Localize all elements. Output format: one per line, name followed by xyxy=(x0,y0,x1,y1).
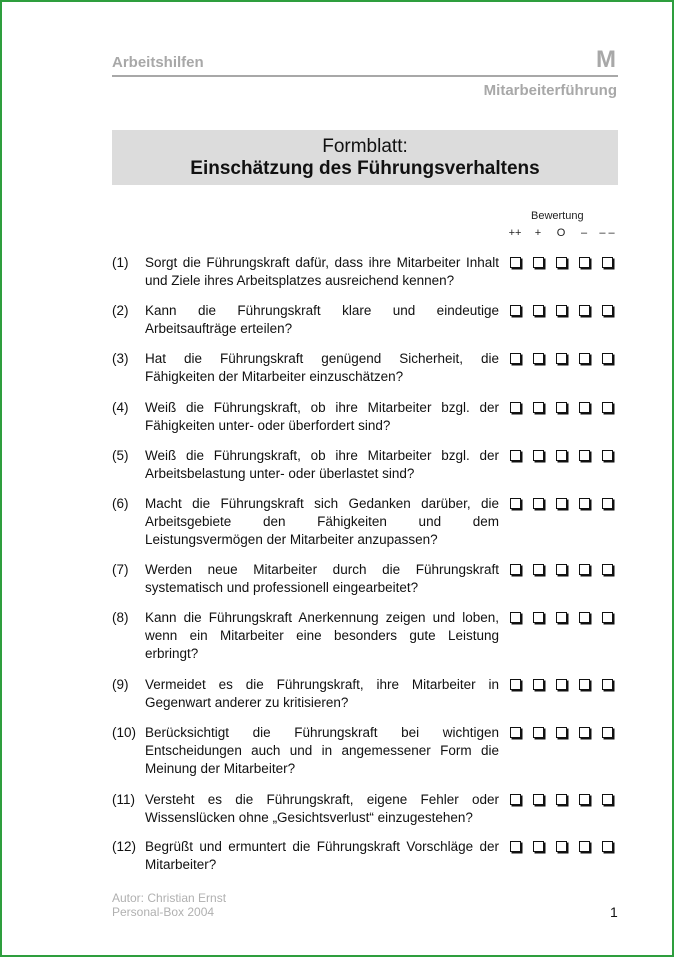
rating-checkbox-4[interactable] xyxy=(579,679,590,690)
rating-checkbox-3[interactable] xyxy=(556,679,567,690)
question-text: Weiß die Führungskraft, ob ihre Mitarbeiter bzgl. der Fähigkeiten unter- oder überfordert sind? xyxy=(145,400,499,433)
rating-checkbox-4[interactable] xyxy=(579,257,590,268)
rating-checkbox-1[interactable] xyxy=(510,727,521,738)
rating-checkbox-5[interactable] xyxy=(602,612,613,623)
rating-checkbox-2[interactable] xyxy=(533,612,544,623)
rating-checkbox-1[interactable] xyxy=(510,402,521,413)
footer-source: Personal-Box 2004 xyxy=(112,905,215,919)
rating-checkbox-5[interactable] xyxy=(602,679,613,690)
rating-checkbox-1[interactable] xyxy=(510,841,521,852)
rating-checkbox-2[interactable] xyxy=(533,564,544,575)
rating-checkbox-5[interactable] xyxy=(602,727,613,738)
rating-checkbox-2[interactable] xyxy=(533,353,544,364)
question-text: Versteht es die Führungskraft, eigene Fehler oder Wissenslücken ohne „Gesichtsverlust“ einzugestehen? xyxy=(145,792,499,825)
question-number: (9) xyxy=(112,677,129,692)
rating-checkbox-4[interactable] xyxy=(579,841,590,852)
question-number: (7) xyxy=(112,562,129,577)
rating-checkbox-4[interactable] xyxy=(579,305,590,316)
question-number: (8) xyxy=(112,610,129,625)
rating-checkbox-2[interactable] xyxy=(533,305,544,316)
question-text: Begrüßt und ermuntert die Führungskraft Vorschläge der Mitarbeiter? xyxy=(145,839,499,872)
rating-checkbox-3[interactable] xyxy=(556,257,567,268)
rating-checkbox-1[interactable] xyxy=(510,679,521,690)
rating-checkbox-3[interactable] xyxy=(556,305,567,316)
question-number: (10) xyxy=(112,725,137,740)
rating-checkbox-5[interactable] xyxy=(602,305,613,316)
rating-checkbox-1[interactable] xyxy=(510,564,521,575)
scale-label-5: – – xyxy=(599,227,615,239)
question-number: (2) xyxy=(112,303,129,318)
rating-checkbox-1[interactable] xyxy=(510,450,521,461)
rating-checkbox-3[interactable] xyxy=(556,564,567,575)
page-number: 1 xyxy=(610,904,618,920)
footer-author: Autor: Christian Ernst xyxy=(112,891,227,905)
question-number: (5) xyxy=(112,448,129,463)
rating-checkbox-1[interactable] xyxy=(510,305,521,316)
rating-checkbox-4[interactable] xyxy=(579,402,590,413)
rating-checkbox-2[interactable] xyxy=(533,498,544,509)
rating-checkbox-4[interactable] xyxy=(579,498,590,509)
rating-checkbox-4[interactable] xyxy=(579,564,590,575)
rating-checkbox-1[interactable] xyxy=(510,257,521,268)
rating-checkbox-1[interactable] xyxy=(510,794,521,805)
rating-checkbox-3[interactable] xyxy=(556,794,567,805)
rating-checkbox-5[interactable] xyxy=(602,498,613,509)
scale-label-4: – xyxy=(580,227,588,239)
question-text: Macht die Führungskraft sich Gedanken darüber, die Arbeitsgebiete den Fähigkeiten und dem Leistungsvermögen der Mitarbeiter anzupassen? xyxy=(145,496,499,547)
rating-checkbox-2[interactable] xyxy=(533,257,544,268)
title-box xyxy=(112,130,618,185)
rating-checkbox-5[interactable] xyxy=(602,564,613,575)
rating-label: Bewertung xyxy=(531,210,584,222)
scale-label-1: ++ xyxy=(508,227,522,239)
header-topic: Mitarbeiterführung xyxy=(483,82,617,99)
rating-checkbox-4[interactable] xyxy=(579,727,590,738)
rating-checkbox-2[interactable] xyxy=(533,727,544,738)
rating-checkbox-3[interactable] xyxy=(556,402,567,413)
question-text: Kann die Führungskraft klare und eindeutige Arbeitsaufträge erteilen? xyxy=(145,303,499,336)
header-section: Arbeitshilfen xyxy=(112,54,204,71)
rating-checkbox-3[interactable] xyxy=(556,841,567,852)
rating-checkbox-1[interactable] xyxy=(510,353,521,364)
question-number: (11) xyxy=(112,792,136,807)
rating-checkbox-4[interactable] xyxy=(579,450,590,461)
question-text: Sorgt die Führungskraft dafür, dass ihre Mitarbeiter Inhalt und Ziele ihres Arbeitsplatzes ausreichend kennen? xyxy=(145,255,499,288)
rating-checkbox-1[interactable] xyxy=(510,498,521,509)
question-text: Vermeidet es die Führungskraft, ihre Mitarbeiter in Gegenwart anderer zu kritisieren? xyxy=(145,677,499,710)
rating-checkbox-2[interactable] xyxy=(533,841,544,852)
scale-label-2: + xyxy=(534,227,542,239)
title-line1: Formblatt: xyxy=(322,136,408,157)
rating-checkbox-4[interactable] xyxy=(579,612,590,623)
title-line2: Einschätzung des Führungsverhaltens xyxy=(190,158,540,179)
rating-checkbox-5[interactable] xyxy=(602,257,613,268)
header-rule xyxy=(112,75,618,77)
rating-checkbox-2[interactable] xyxy=(533,794,544,805)
question-number: (6) xyxy=(112,496,129,511)
question-text: Kann die Führungskraft Anerkennung zeigen und loben, wenn ein Mitarbeiter eine besonders gute Leistung erbringt? xyxy=(145,610,499,661)
rating-checkbox-2[interactable] xyxy=(533,450,544,461)
question-text: Werden neue Mitarbeiter durch die Führungskraft systematisch und professionell eingearbeitet? xyxy=(145,562,499,595)
rating-checkbox-2[interactable] xyxy=(533,402,544,413)
rating-checkbox-4[interactable] xyxy=(579,353,590,364)
rating-checkbox-3[interactable] xyxy=(556,353,567,364)
header-letter: M xyxy=(596,46,616,73)
question-text: Weiß die Führungskraft, ob ihre Mitarbeiter bzgl. der Arbeitsbelastung unter- oder überlastet sind? xyxy=(145,448,499,481)
question-number: (12) xyxy=(112,839,137,854)
question-text: Berücksichtigt die Führungskraft bei wichtigen Entscheidungen auch und in angemessener Form die Meinung der Mitarbeiter? xyxy=(145,725,499,776)
rating-checkbox-5[interactable] xyxy=(602,402,613,413)
rating-checkbox-4[interactable] xyxy=(579,794,590,805)
rating-checkbox-2[interactable] xyxy=(533,679,544,690)
question-number: (3) xyxy=(112,351,129,366)
rating-checkbox-3[interactable] xyxy=(556,727,567,738)
rating-checkbox-5[interactable] xyxy=(602,450,613,461)
rating-checkbox-1[interactable] xyxy=(510,612,521,623)
rating-checkbox-3[interactable] xyxy=(556,612,567,623)
question-number: (1) xyxy=(112,255,129,270)
scale-label-3: O xyxy=(556,227,566,239)
rating-checkbox-5[interactable] xyxy=(602,353,613,364)
question-text: Hat die Führungskraft genügend Sicherheit, die Fähigkeiten der Mitarbeiter einzuschätzen? xyxy=(145,351,499,384)
rating-checkbox-3[interactable] xyxy=(556,498,567,509)
rating-checkbox-3[interactable] xyxy=(556,450,567,461)
rating-checkbox-5[interactable] xyxy=(602,841,613,852)
rating-checkbox-5[interactable] xyxy=(602,794,613,805)
question-number: (4) xyxy=(112,400,129,415)
